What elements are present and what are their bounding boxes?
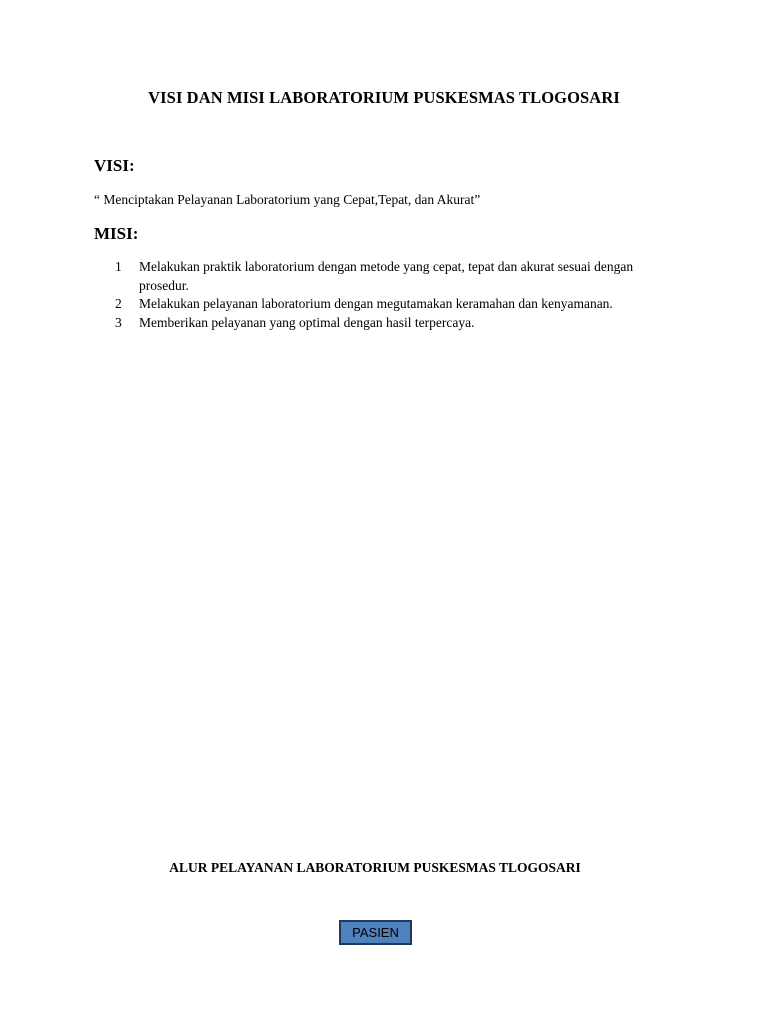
misi-heading: MISI:: [94, 224, 139, 243]
visi-statement: “ Menciptakan Pelayanan Laboratorium yang Cepat,Tepat, dan Akurat”: [94, 192, 481, 207]
misi-item: [115, 295, 675, 314]
misi-list: [115, 258, 675, 332]
misi-item-number: 1: [115, 259, 122, 274]
flow-step-pasien: PASIEN: [339, 920, 412, 945]
misi-item-text: Melakukan praktik laboratorium dengan metode yang cepat, tepat dan akurat sesuai dengan prosedur.: [139, 259, 634, 293]
misi-item-number: 2: [115, 296, 122, 311]
alur-title: ALUR PELAYANAN LABORATORIUM PUSKESMAS TLOGOSARI: [169, 860, 581, 875]
page-title: VISI DAN MISI LABORATORIUM PUSKESMAS TLOGOSARI: [148, 88, 620, 107]
misi-item: [115, 314, 675, 333]
misi-item-text: Memberikan pelayanan yang optimal dengan hasil terpercaya.: [139, 314, 475, 330]
misi-item: [115, 258, 675, 295]
misi-item-text: Melakukan pelayanan laboratorium dengan megutamakan keramahan dan kenyamanan.: [139, 296, 613, 311]
visi-heading: VISI:: [94, 156, 135, 175]
misi-item-number: 3: [115, 314, 122, 330]
